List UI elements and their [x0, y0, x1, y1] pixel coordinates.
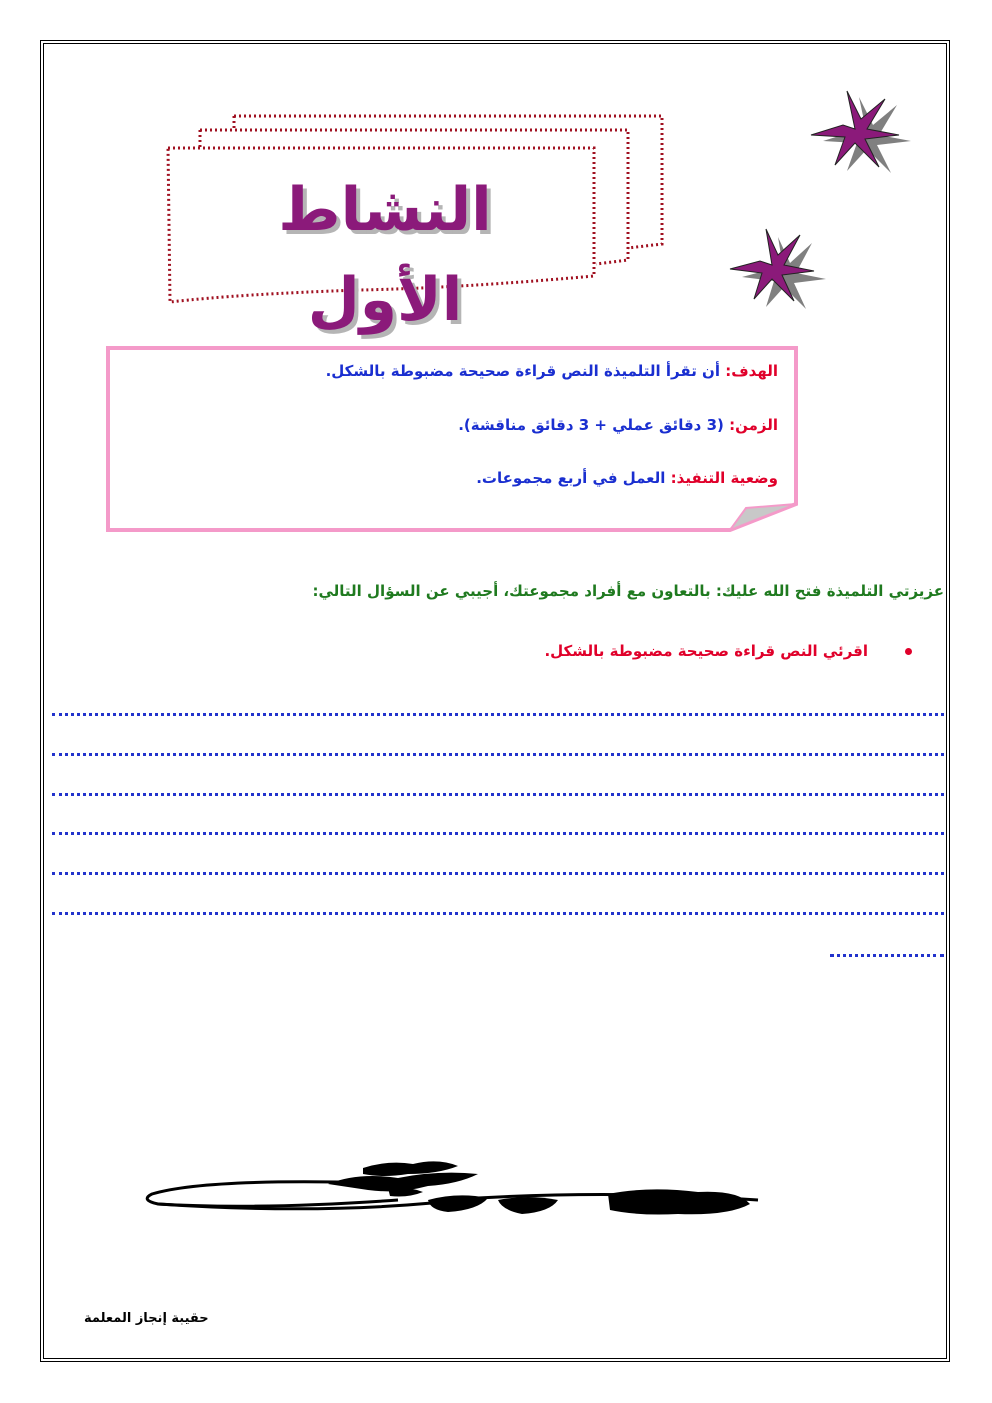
- calligraphy-ornament: [138, 1160, 778, 1240]
- answer-line[interactable]: [52, 912, 944, 915]
- setting-value: العمل في أربع مجموعات.: [476, 469, 666, 487]
- answer-line[interactable]: [52, 872, 944, 875]
- objective-label: الهدف:: [725, 362, 778, 380]
- flower-icon: [712, 220, 832, 310]
- answer-line[interactable]: [52, 753, 944, 756]
- flower-icon: [790, 84, 920, 174]
- answer-line[interactable]: [52, 832, 944, 835]
- objective-value: أن تقرأ التلميذة النص قراءة صحيحة مضبوطة بالشكل.: [325, 362, 720, 380]
- time-label: الزمن:: [729, 416, 778, 434]
- time-value: (3 دقائق عملي + 3 دقائق مناقشة).: [458, 416, 724, 434]
- time-line: [458, 416, 778, 434]
- footer-text: حقيبة إنجاز المعلمة: [84, 1311, 209, 1326]
- setting-line: [476, 469, 778, 487]
- page-title: النشاط الأول: [278, 175, 492, 335]
- objective-line: [326, 362, 778, 380]
- setting-label: وضعية التنفيذ:: [670, 469, 778, 487]
- intro-text: عزيزتي التلميذة فتح الله عليك: بالتعاون مع أفراد مجموعتك، أجيبي عن السؤال التالي:: [312, 582, 944, 600]
- bullet-icon: [905, 648, 912, 655]
- answer-line[interactable]: [830, 954, 944, 957]
- answer-line[interactable]: [52, 713, 944, 716]
- answer-line[interactable]: [52, 793, 944, 796]
- task-text: اقرئي النص قراءة صحيحة مضبوطة بالشكل.: [544, 642, 868, 660]
